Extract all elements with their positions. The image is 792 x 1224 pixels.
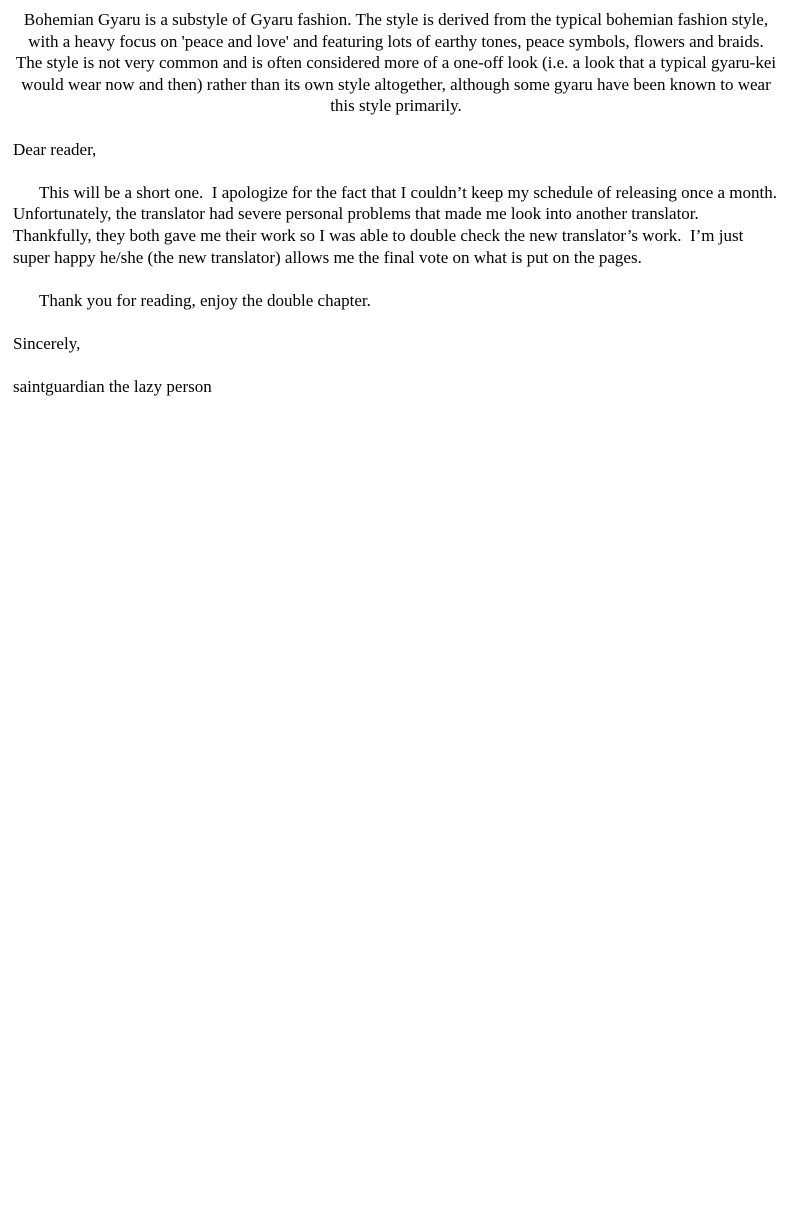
letter-closing: Sincerely, (13, 333, 81, 353)
letter-salutation: Dear reader, (13, 139, 97, 159)
style-description-block (13, 9, 779, 117)
letter-signature: saintguardian the lazy person (13, 377, 212, 397)
style-description-para1: Bohemian Gyaru is a substyle of Gyaru fashion. The style is derived from the typical bohemian fashion style, with a heavy focus on 'peace and love' and featuring lots of earthy tones, peace symbols, flowers and braids. (23, 10, 773, 51)
style-description-para2: The style is not very common and is often considered more of a one-off look (i.e. a look that a typical gyaru-kei would wear now and then) rather than its own style altogether, although some gyaru have been known to wear this style primarily. (15, 53, 781, 116)
reader-letter (13, 139, 786, 398)
letter-body-para1: This will be a short one. I apologize for the fact that I couldn’t keep my schedule of releasing once a month. Unfortunately, the translator had severe personal problems that made me look into another translator. Thankfully, they both gave me their work so I was able to double check the new translator’s work. I’m just super happy he/she (the new translator) allows me the final vote on what is put on the pages. (13, 182, 786, 267)
letter-body-para2: Thank you for reading, enjoy the double chapter. (39, 290, 371, 310)
